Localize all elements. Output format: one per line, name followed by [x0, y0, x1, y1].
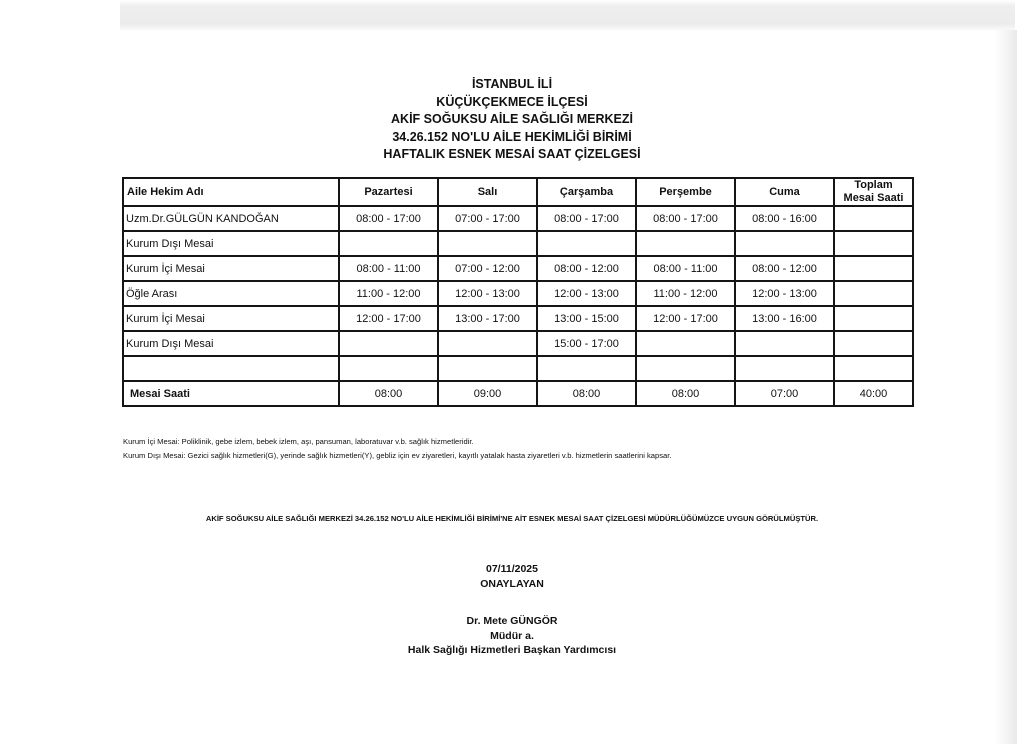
- total-row: [123, 381, 913, 406]
- cell-friday: 08:00 - 12:00: [735, 256, 834, 281]
- cell-wednesday: [537, 356, 636, 381]
- cell-thursday: 08:00 - 11:00: [636, 256, 735, 281]
- cell-monday: 08:00 - 11:00: [339, 256, 438, 281]
- cell-monday: [339, 231, 438, 256]
- cell-thursday: [636, 331, 735, 356]
- cell-total: 40:00: [834, 381, 913, 406]
- cell-monday: 12:00 - 17:00: [339, 306, 438, 331]
- column-header-monday: Pazartesi: [339, 178, 438, 206]
- column-header-doctor: Aile Hekim Adı: [123, 178, 339, 206]
- cell-tuesday: [438, 231, 537, 256]
- signatory-role: Müdür a.: [490, 629, 534, 642]
- row-label: Kurum Dışı Mesai: [123, 331, 339, 356]
- cell-wednesday: 08:00 - 12:00: [537, 256, 636, 281]
- row-label: [123, 356, 339, 381]
- cell-total: [834, 306, 913, 331]
- cell-tuesday: 13:00 - 17:00: [438, 306, 537, 331]
- cell-monday: 11:00 - 12:00: [339, 281, 438, 306]
- cell-monday: [339, 331, 438, 356]
- row-label: Uzm.Dr.GÜLGÜN KANDOĞAN: [123, 206, 339, 231]
- cell-total: [834, 256, 913, 281]
- signoff-date-block: [0, 562, 1024, 591]
- cell-tuesday: 09:00: [438, 381, 537, 406]
- cell-tuesday: [438, 331, 537, 356]
- total-header-line-2: Mesai Saati: [843, 192, 904, 204]
- table-row: [123, 281, 913, 306]
- cell-tuesday: [438, 356, 537, 381]
- cell-tuesday: 07:00 - 17:00: [438, 206, 537, 231]
- signoff-signatory-block: [0, 614, 1024, 658]
- table-row: [123, 306, 913, 331]
- table-row: [123, 206, 913, 231]
- header-unit: 34.26.152 NO'LU AİLE HEKİMLİĞİ BİRİMİ: [392, 129, 632, 144]
- cell-total: [834, 281, 913, 306]
- cell-friday: 07:00: [735, 381, 834, 406]
- header-province: İSTANBUL İLİ: [471, 77, 553, 91]
- header-title: HAFTALIK ESNEK MESAİ SAAT ÇİZELGESİ: [383, 147, 641, 161]
- cell-total: [834, 356, 913, 381]
- approval-date: 07/11/2025: [486, 563, 538, 575]
- cell-wednesday: 12:00 - 13:00: [537, 281, 636, 306]
- table-header-row: [123, 178, 913, 206]
- row-label: Kurum İçi Mesai: [123, 256, 339, 281]
- table-row: [123, 331, 913, 356]
- cell-friday: [735, 356, 834, 381]
- cell-monday: [339, 356, 438, 381]
- row-label: Öğle Arası: [123, 281, 339, 306]
- column-header-tuesday: Salı: [438, 178, 537, 206]
- header-center: AKİF SOĞUKSU AİLE SAĞLIĞI MERKEZİ: [391, 112, 633, 126]
- row-label: Kurum Dışı Mesai: [123, 231, 339, 256]
- table-row: [123, 356, 913, 381]
- column-header-wednesday: Çarşamba: [537, 178, 636, 206]
- approver-label: ONAYLAYAN: [480, 577, 544, 590]
- cell-total: [834, 206, 913, 231]
- notes: [123, 435, 671, 463]
- cell-wednesday: 15:00 - 17:00: [537, 331, 636, 356]
- cell-wednesday: 13:00 - 15:00: [537, 306, 636, 331]
- cell-total: [834, 231, 913, 256]
- approval-statement: AKİF SOĞUKSU AİLE SAĞLIĞI MERKEZİ 34.26.152 NO'LU AİLE HEKİMLİĞİ BİRİMİ'NE AİT ESNEK MESAİ SAAT ÇİZELGESİ MÜDÜRLÜĞÜMÜZCE UYGUN GÖRÜLMÜŞTÜR.: [205, 514, 819, 523]
- document-header: [0, 76, 1024, 164]
- cell-friday: [735, 331, 834, 356]
- signatory-name: Dr. Mete GÜNGÖR: [466, 615, 558, 627]
- cell-thursday: [636, 356, 735, 381]
- cell-thursday: 08:00: [636, 381, 735, 406]
- cell-wednesday: 08:00 - 17:00: [537, 206, 636, 231]
- total-header-line-1: Toplam: [854, 179, 893, 191]
- column-header-thursday: Perşembe: [636, 178, 735, 206]
- header-district: KÜÇÜKÇEKMECE İLÇESİ: [436, 94, 588, 109]
- note-internal-hours: Kurum İçi Mesai: Poliklinik, gebe izlem, bebek izlem, aşı, pansuman, laboratuvar v.b. sağlık hizmetleridir.: [123, 437, 474, 446]
- cell-friday: 13:00 - 16:00: [735, 306, 834, 331]
- signatory-title: Halk Sağlığı Hizmetleri Başkan Yardımcısı: [407, 644, 617, 656]
- cell-wednesday: [537, 231, 636, 256]
- cell-thursday: [636, 231, 735, 256]
- table-row: [123, 256, 913, 281]
- note-external-hours: Kurum Dışı Mesai: Gezici sağlık hizmetleri(G), yerinde sağlık hizmetleri(Y), gebliz için ev ziyaretleri, kayıtlı yatalak hasta ziyaretleri v.b. hizmetlerin saatlerini kapsar.: [123, 451, 672, 460]
- cell-tuesday: 07:00 - 12:00: [438, 256, 537, 281]
- cell-thursday: 08:00 - 17:00: [636, 206, 735, 231]
- cell-tuesday: 12:00 - 13:00: [438, 281, 537, 306]
- schedule-table: [122, 177, 914, 407]
- scan-shadow-top: [120, 0, 1015, 30]
- cell-monday: 08:00: [339, 381, 438, 406]
- row-label: Kurum İçi Mesai: [123, 306, 339, 331]
- cell-monday: 08:00 - 17:00: [339, 206, 438, 231]
- table-row: [123, 231, 913, 256]
- column-header-friday: Cuma: [735, 178, 834, 206]
- cell-friday: 08:00 - 16:00: [735, 206, 834, 231]
- cell-total: [834, 331, 913, 356]
- column-header-total: [834, 178, 913, 206]
- cell-friday: [735, 231, 834, 256]
- cell-thursday: 12:00 - 17:00: [636, 306, 735, 331]
- cell-thursday: 11:00 - 12:00: [636, 281, 735, 306]
- cell-friday: 12:00 - 13:00: [735, 281, 834, 306]
- cell-wednesday: 08:00: [537, 381, 636, 406]
- row-label: Mesai Saati: [123, 381, 339, 406]
